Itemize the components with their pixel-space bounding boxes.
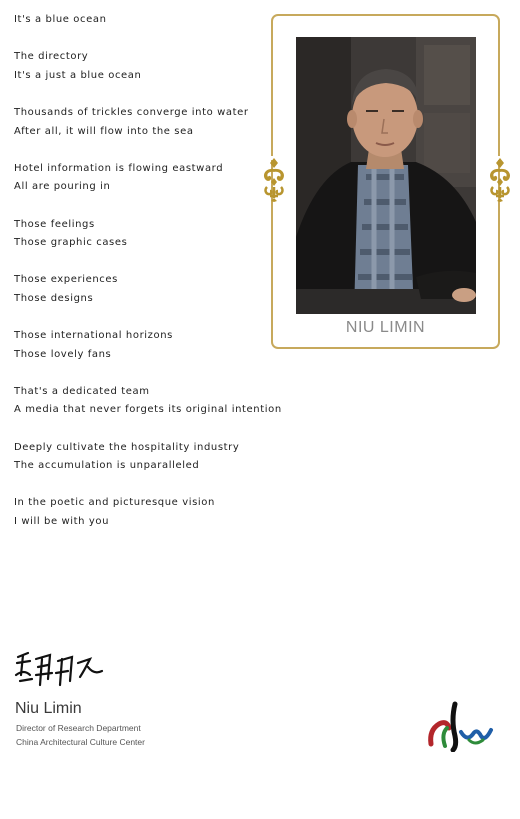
poem-stanza xyxy=(14,48,274,85)
portrait-card xyxy=(271,14,500,349)
poem-line: Those lovely fans xyxy=(14,348,112,360)
signature-image xyxy=(14,645,106,693)
poem-line: Those feelings xyxy=(14,218,95,230)
portrait-photo xyxy=(296,37,476,314)
poem-stanza xyxy=(14,11,274,30)
poem-stanza xyxy=(14,494,274,531)
poem-line: In the poetic and picturesque vision xyxy=(14,497,215,509)
poem-stanza xyxy=(14,439,274,476)
poem-line: All are pouring in xyxy=(14,181,111,193)
poem-line: The accumulation is unparalleled xyxy=(14,460,200,472)
brand-logo-icon xyxy=(425,700,499,752)
poem-line: Those graphic cases xyxy=(14,237,128,249)
poem-line: Deeply cultivate the hospitality industry xyxy=(14,441,240,453)
author-role: Director of Research Department xyxy=(16,723,141,733)
poem-stanza xyxy=(14,216,274,253)
poem-line: The directory xyxy=(14,51,89,63)
poem-stanza xyxy=(14,104,274,141)
poem-line: It's a just a blue ocean xyxy=(14,69,142,81)
poem-line: Those designs xyxy=(14,292,94,304)
poem-line: It's a blue ocean xyxy=(14,14,107,25)
fleur-ornament-icon xyxy=(486,156,514,202)
poem-line: That's a dedicated team xyxy=(14,385,150,397)
poem-line: Thousands of trickles converge into water xyxy=(14,106,249,118)
poem-line: I will be with you xyxy=(14,516,110,528)
poem-line: Hotel information is flowing eastward xyxy=(14,162,224,174)
poem-stanza xyxy=(14,327,274,364)
poem-stanza xyxy=(14,160,274,197)
poem-line: Those experiences xyxy=(14,274,118,286)
poem-line: After all, it will flow into the sea xyxy=(14,125,194,137)
poem-line: Those international horizons xyxy=(14,330,173,342)
portrait-caption: NIU LIMIN xyxy=(345,319,426,336)
poem-stanza xyxy=(14,383,282,420)
poem xyxy=(14,11,282,532)
author-name: Niu Limin xyxy=(15,700,82,717)
poem-stanza xyxy=(14,271,274,308)
fleur-ornament-icon xyxy=(260,156,288,202)
poem-line: A media that never forgets its original intention xyxy=(14,404,282,416)
author-organization: China Architectural Culture Center xyxy=(16,737,145,747)
